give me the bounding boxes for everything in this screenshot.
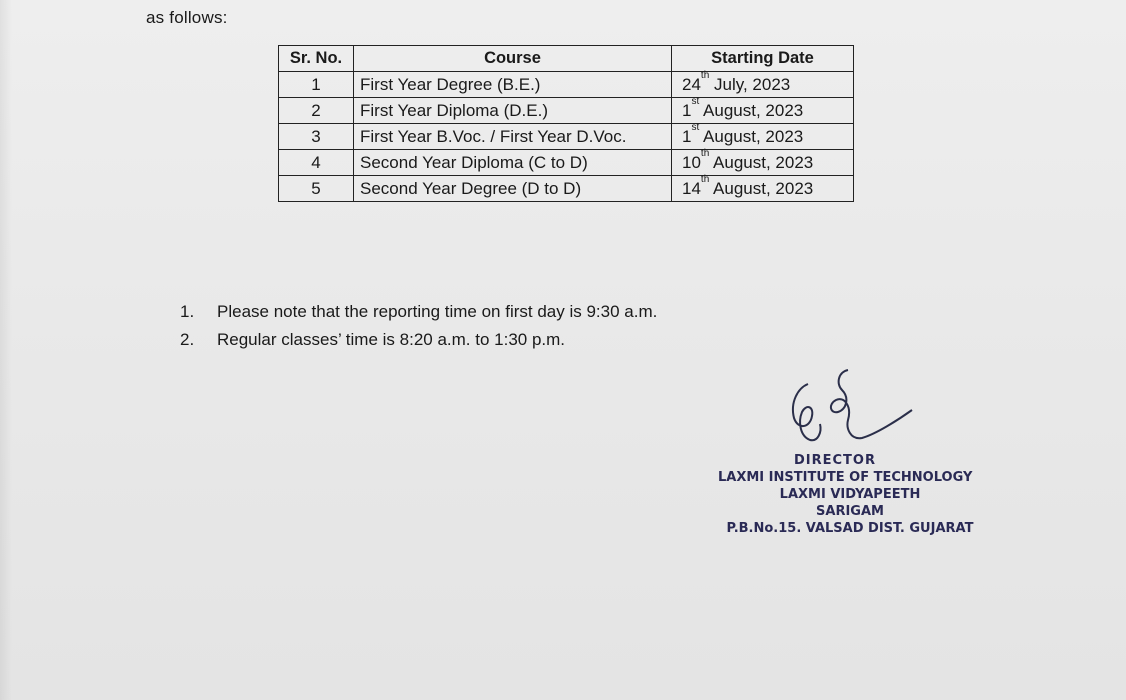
date-rest: August, 2023 bbox=[709, 179, 814, 198]
date-ordinal: th bbox=[700, 174, 710, 185]
date-day: 1 bbox=[682, 127, 692, 146]
starting-date-cell bbox=[672, 98, 854, 124]
table-row bbox=[279, 124, 854, 150]
starting-date-cell bbox=[672, 176, 854, 202]
page-edge-shadow bbox=[0, 0, 12, 700]
sr-no-cell: 3 bbox=[279, 124, 354, 150]
date-ordinal: th bbox=[700, 70, 710, 81]
course-cell: First Year Degree (B.E.) bbox=[354, 72, 672, 98]
date-day: 24 bbox=[682, 75, 701, 94]
list-item bbox=[180, 326, 657, 354]
course-cell: First Year Diploma (D.E.) bbox=[354, 98, 672, 124]
note-number: 2. bbox=[180, 330, 195, 349]
header-course: Course bbox=[354, 46, 672, 72]
table-row bbox=[279, 150, 854, 176]
sr-no-cell: 4 bbox=[279, 150, 354, 176]
table-row bbox=[279, 98, 854, 124]
date-ordinal: st bbox=[691, 122, 700, 133]
starting-date-cell bbox=[672, 72, 854, 98]
stamp-organization: LAXMI VIDYAPEETH bbox=[779, 487, 921, 502]
stamp-institute: LAXMI INSTITUTE OF TECHNOLOGY bbox=[718, 470, 973, 485]
date-rest: August, 2023 bbox=[699, 101, 804, 120]
date-ordinal: st bbox=[691, 96, 700, 107]
course-cell: Second Year Degree (D to D) bbox=[354, 176, 672, 202]
stamp-place: SARIGAM bbox=[816, 504, 884, 519]
notes-list bbox=[180, 298, 657, 354]
date-ordinal: th bbox=[700, 148, 710, 159]
date-rest: August, 2023 bbox=[699, 127, 804, 146]
table-header-row bbox=[279, 46, 854, 72]
date-day: 10 bbox=[682, 153, 701, 172]
stamp-address: P.B.No.15. VALSAD DIST. GUJARAT bbox=[726, 521, 974, 536]
sr-no-cell: 5 bbox=[279, 176, 354, 202]
director-signature bbox=[780, 366, 920, 458]
date-rest: July, 2023 bbox=[709, 75, 791, 94]
header-sr-no: Sr. No. bbox=[279, 46, 354, 72]
header-starting-date: Starting Date bbox=[672, 46, 854, 72]
intro-text: as follows: bbox=[146, 8, 228, 27]
institute-stamp bbox=[700, 452, 1000, 537]
date-rest: August, 2023 bbox=[709, 153, 814, 172]
note-text: Please note that the reporting time on first day is 9:30 a.m. bbox=[217, 302, 658, 321]
table-row bbox=[279, 72, 854, 98]
course-cell: Second Year Diploma (C to D) bbox=[354, 150, 672, 176]
starting-date-cell bbox=[672, 150, 854, 176]
note-text: Regular classes’ time is 8:20 a.m. to 1:30 p.m. bbox=[217, 330, 566, 349]
list-item bbox=[180, 298, 657, 326]
course-cell: First Year B.Voc. / First Year D.Voc. bbox=[354, 124, 672, 150]
table-row bbox=[279, 176, 854, 202]
starting-date-cell bbox=[672, 124, 854, 150]
note-number: 1. bbox=[180, 302, 195, 321]
date-day: 1 bbox=[682, 101, 692, 120]
schedule-table bbox=[278, 45, 854, 202]
sr-no-cell: 2 bbox=[279, 98, 354, 124]
date-day: 14 bbox=[682, 179, 701, 198]
stamp-title: DIRECTOR bbox=[794, 453, 876, 468]
sr-no-cell: 1 bbox=[279, 72, 354, 98]
